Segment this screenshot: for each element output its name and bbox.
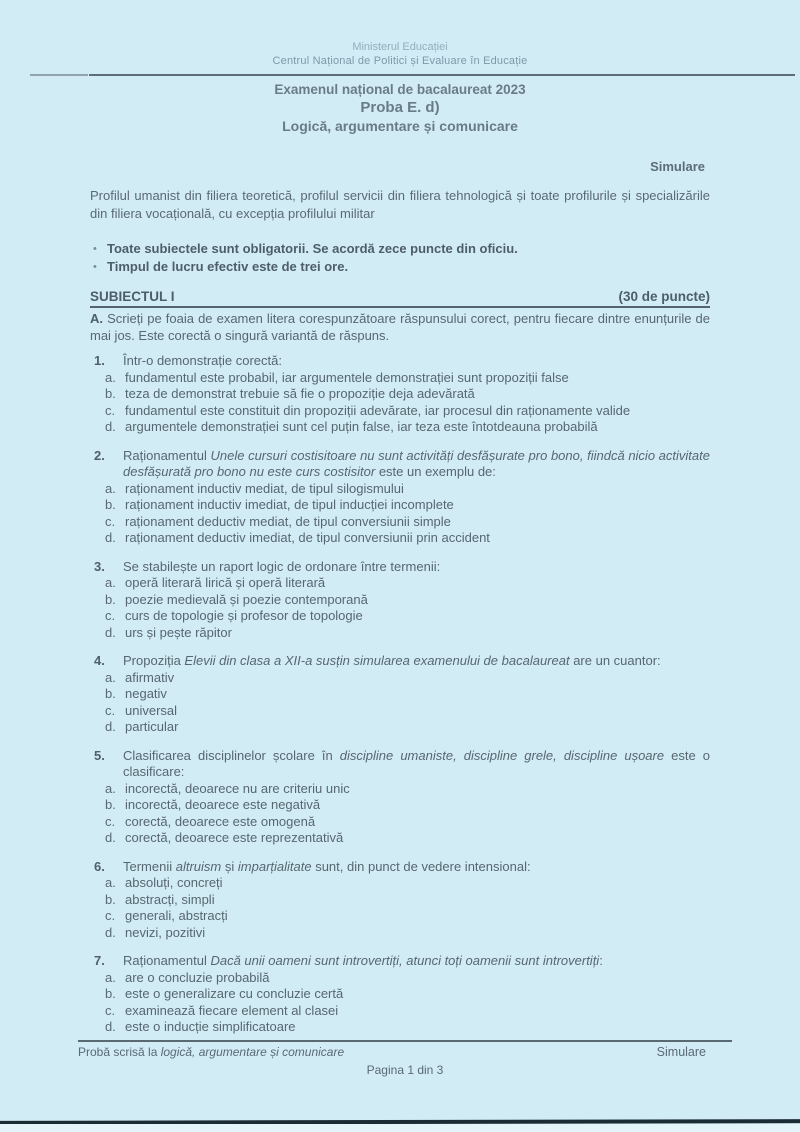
answer-option	[90, 514, 710, 531]
option-letter: b.	[105, 891, 116, 907]
option-text: teza de demonstrat trebuie să fie o propoziție deja adevărată	[125, 386, 475, 401]
option-text: operă literară lirică și operă literară	[125, 575, 326, 590]
stem-text: și	[221, 858, 238, 874]
answer-option	[90, 875, 710, 892]
option-letter: c.	[105, 813, 116, 829]
stem-italic: altruism	[175, 858, 222, 874]
answer-option	[90, 1003, 710, 1020]
option-letter: d.	[105, 1019, 116, 1034]
bullet-icon: •	[93, 261, 97, 273]
question-number: 4.	[94, 653, 105, 668]
section-instruction	[90, 310, 710, 344]
option-text: afirmativ	[125, 669, 175, 685]
question	[90, 953, 710, 1036]
answer-option	[90, 1019, 710, 1036]
section-heading	[90, 289, 710, 308]
answer-option	[90, 908, 710, 925]
option-letter: b.	[105, 797, 116, 812]
answer-option	[90, 608, 710, 625]
stem-text: Propoziția	[123, 653, 185, 668]
ministry-header	[90, 40, 710, 68]
answer-option	[90, 670, 710, 687]
stem-italic: Unele cursuri costisitoare nu sunt activități desfășurate pro bono, fiindcă nicio activitate desfășurată pro bono nu este curs costisitor	[123, 447, 710, 479]
stem-text: Clasificarea disciplinelor școlare în	[123, 747, 340, 763]
option-text: corectă, deoarece este omogenă	[125, 813, 316, 829]
option-letter: b.	[105, 386, 116, 401]
exam-title: Examenul național de bacalaureat 2023	[274, 82, 526, 97]
question-head	[90, 953, 710, 970]
question-stem	[123, 448, 710, 481]
answer-option	[90, 703, 710, 720]
option-text: generali, abstracți	[125, 908, 228, 923]
answer-option	[90, 370, 710, 387]
profile-paragraph: Profilul umanist din filiera teoretică, profilul servicii din filiera tehnologică și toate profilurile și specializările din filiera vocațională, cu excepția profilului militar	[90, 188, 710, 221]
option-text: urs și pește răpitor	[125, 624, 232, 640]
note-item	[90, 258, 710, 276]
answer-option	[90, 386, 710, 403]
answer-option	[90, 970, 710, 987]
option-text: curs de topologie și profesor de topologie	[125, 608, 363, 623]
option-letter: a.	[105, 369, 116, 385]
option-text: raționament deductiv mediat, de tipul conversiunii simple	[125, 513, 451, 529]
question-number: 7.	[94, 953, 105, 968]
question-head	[90, 653, 710, 670]
option-letter: d.	[105, 624, 116, 640]
option-letter: a.	[105, 780, 116, 796]
option-text: nevizi, pozitivi	[125, 924, 206, 940]
answer-option	[90, 719, 710, 736]
footer-left	[78, 1045, 344, 1060]
exam-subject: Logică, argumentare și comunicare	[282, 118, 518, 134]
question-number: 3.	[94, 558, 105, 574]
footer-rule	[78, 1040, 732, 1042]
stem-text: are un cuantor:	[569, 653, 661, 668]
footer-left-text: Probă scrisă la	[78, 1045, 161, 1059]
option-text: universal	[125, 702, 178, 718]
option-letter: c.	[105, 1002, 116, 1018]
footer-simulare-label: Simulare	[656, 1045, 706, 1059]
note-item	[90, 240, 710, 258]
question-stem	[123, 748, 710, 781]
answer-option	[90, 830, 710, 847]
page-number: Pagina 1 din 3	[366, 1063, 444, 1077]
answer-option	[90, 781, 710, 798]
option-text: are o concluzie probabilă	[125, 969, 270, 985]
question-head	[90, 748, 710, 781]
option-letter: c.	[105, 513, 116, 529]
option-letter: b.	[105, 591, 116, 607]
stem-text: sunt, din punct de vedere intensional:	[311, 858, 531, 874]
option-text: raționament inductiv imediat, de tipul inducției incomplete	[125, 497, 454, 512]
question-number: 2.	[94, 447, 105, 463]
option-text: incorectă, deoarece este negativă	[125, 797, 321, 812]
bullet-icon: •	[93, 243, 97, 255]
option-letter: c.	[105, 608, 116, 623]
option-text: negativ	[125, 686, 167, 701]
section-title: SUBIECTUL I	[90, 289, 175, 304]
option-text: examinează fiecare element al clasei	[125, 1002, 339, 1018]
option-text: raționament inductiv mediat, de tipul silogismului	[125, 480, 404, 496]
footer	[78, 1040, 732, 1078]
option-letter: d.	[105, 830, 116, 845]
instruction-text: Scrieți pe foaia de examen litera corespunzătoare răspunsului corect, pentru fiecare dintre enunțurile de mai jos. Este corectă o singură variantă de răspuns.	[90, 311, 710, 343]
exam-notes	[90, 240, 710, 276]
option-letter: c.	[105, 402, 116, 418]
option-text: fundamentul este constituit din propoziții adevărate, iar procesul din raționamente valide	[125, 402, 631, 418]
question-head	[90, 448, 710, 481]
option-letter: d.	[105, 530, 116, 545]
note-text: Timpul de lucru efectiv este de trei ore.	[107, 259, 349, 274]
stem-text: este un exemplu de:	[375, 464, 496, 479]
stem-italic: Elevii din clasa a XII-a susțin simularea examenului de bacalaureat	[184, 653, 570, 668]
question-head	[90, 559, 710, 576]
question-stem	[123, 559, 710, 576]
header-rule-dash	[30, 74, 88, 76]
ministry-line1: Ministerul Educației	[352, 41, 448, 53]
question	[90, 748, 710, 847]
option-letter: a.	[105, 669, 116, 685]
question	[90, 353, 710, 436]
option-letter: d.	[105, 719, 116, 734]
answer-option	[90, 592, 710, 609]
page-content	[90, 40, 710, 1048]
stem-text: Raționamentul	[123, 953, 211, 968]
ministry-line2: Centrul Național de Politici și Evaluare în Educație	[272, 55, 528, 67]
page-bottom-strip	[0, 1124, 800, 1132]
answer-option	[90, 530, 710, 547]
question-stem	[123, 859, 710, 876]
stem-text: Raționamentul	[123, 447, 211, 463]
option-letter: d.	[105, 924, 116, 940]
option-letter: d.	[105, 419, 116, 434]
option-text: incorectă, deoarece nu are criteriu unic	[125, 780, 350, 796]
option-letter: a.	[105, 480, 116, 496]
option-letter: b.	[105, 986, 116, 1001]
exam-header	[90, 81, 710, 135]
footer-left-italic: logică, argumentare și comunicare	[160, 1045, 345, 1059]
option-text: argumentele demonstrației sunt cel puțin false, iar teza este întotdeauna probabilă	[125, 419, 598, 434]
question-stem	[123, 653, 710, 670]
note-text: Toate subiectele sunt obligatorii. Se acordă zece puncte din oficiu.	[107, 241, 518, 256]
question	[90, 859, 710, 942]
answer-option	[90, 403, 710, 420]
answer-option	[90, 686, 710, 703]
simulare-label: Simulare	[650, 159, 705, 174]
option-text: abstracți, simpli	[125, 891, 215, 907]
answer-option	[90, 986, 710, 1003]
option-text: este o inducție simplificatoare	[125, 1019, 296, 1034]
answer-option	[90, 814, 710, 831]
option-letter: a.	[105, 969, 116, 985]
option-text: absoluți, concreți	[125, 875, 223, 890]
answer-option	[90, 625, 710, 642]
question	[90, 653, 710, 736]
question-head	[90, 859, 710, 876]
option-letter: a.	[105, 575, 116, 590]
answer-option	[90, 575, 710, 592]
exam-proba: Proba E. d)	[360, 99, 440, 116]
stem-italic: Dacă unii oameni sunt introvertiți, atunci toți oamenii sunt introvertiți	[210, 953, 600, 968]
question-list	[90, 353, 710, 1036]
question-number: 1.	[94, 353, 105, 368]
option-text: fundamentul este probabil, iar argumentele demonstrației sunt propoziții false	[125, 369, 569, 385]
stem-text: :	[599, 953, 603, 968]
option-text: particular	[125, 719, 179, 734]
answer-option	[90, 925, 710, 942]
stem-text: este o clasificare:	[123, 747, 711, 779]
stem-italic: imparțialitate	[237, 858, 312, 874]
option-letter: b.	[105, 497, 116, 512]
option-text: este o generalizare cu concluzie certă	[125, 986, 344, 1001]
option-text: raționament deductiv imediat, de tipul conversiunii prin accident	[125, 530, 490, 545]
stem-text: Într-o demonstrație corectă:	[123, 353, 282, 368]
section-points: (30 de puncte)	[618, 289, 710, 304]
option-letter: b.	[105, 686, 116, 701]
answer-option	[90, 892, 710, 909]
stem-text: Se stabilește un raport logic de ordonare între termenii:	[123, 558, 441, 574]
answer-option	[90, 481, 710, 498]
option-letter: c.	[105, 908, 116, 923]
option-letter: a.	[105, 875, 116, 890]
question	[90, 448, 710, 547]
question-number: 5.	[94, 747, 105, 763]
answer-option	[90, 497, 710, 514]
answer-option	[90, 419, 710, 436]
question-number: 6.	[94, 858, 105, 874]
question	[90, 559, 710, 642]
option-letter: c.	[105, 702, 116, 718]
question-head	[90, 353, 710, 370]
stem-text: Termenii	[123, 858, 176, 874]
stem-italic: discipline umaniste, discipline grele, discipline ușoare	[339, 747, 665, 763]
option-text: poezie medievală și poezie contemporană	[125, 591, 368, 607]
question-stem	[123, 353, 710, 370]
instruction-label: A.	[90, 311, 103, 326]
question-stem	[123, 953, 710, 970]
option-text: corectă, deoarece este reprezentativă	[125, 830, 344, 845]
answer-option	[90, 797, 710, 814]
